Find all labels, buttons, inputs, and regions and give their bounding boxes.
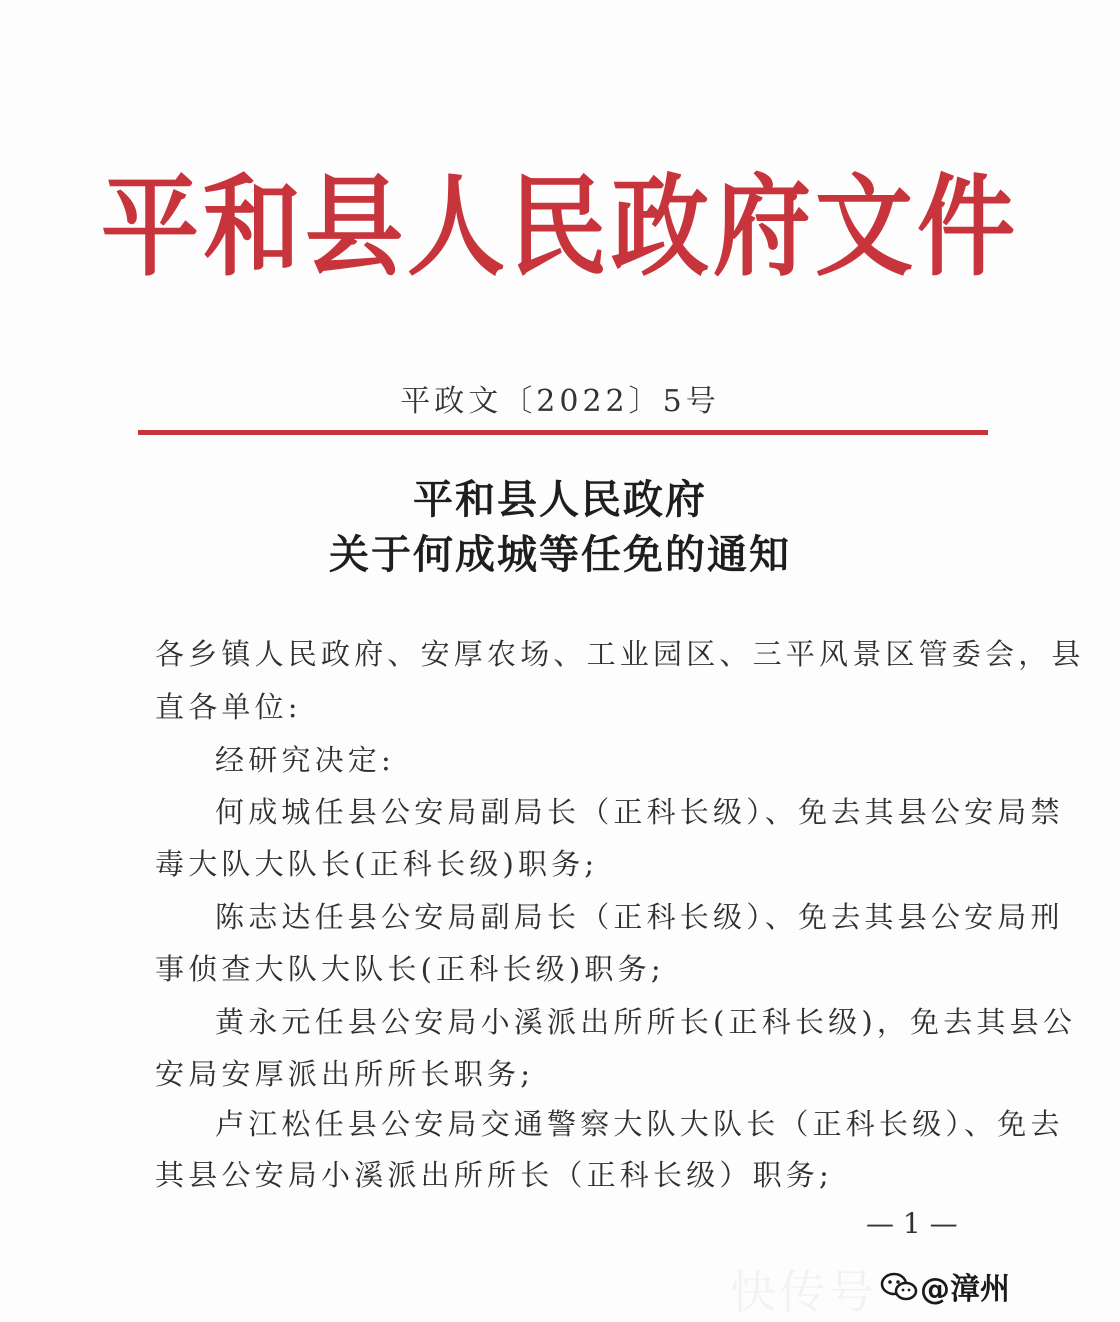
body-line: 经研究决定: bbox=[215, 743, 395, 777]
body-line: 陈志达任县公安局副局长（正科长级）、免去其县公安局刑 bbox=[215, 900, 1064, 934]
body-line: 何成城任县公安局副局长（正科长级）、免去其县公安局禁 bbox=[215, 795, 1064, 829]
title-line-1: 平和县人民政府 bbox=[413, 476, 707, 523]
body-line: 黄永元任县公安局小溪派出所所长(正科长级)，免去其县公 bbox=[215, 1005, 1077, 1039]
addressee-line-2: 直各单位: bbox=[155, 690, 302, 724]
body-line: 其县公安局小溪派出所所长（正科长级）职务; bbox=[155, 1158, 833, 1192]
page-number: — 1 — bbox=[866, 1207, 958, 1240]
watermark-account: @漳州 bbox=[920, 1272, 1010, 1307]
body-line: 事侦查大队大队长(正科长级)职务; bbox=[155, 952, 665, 986]
watermark-platform-text: 快传号 bbox=[730, 1265, 877, 1319]
wechat-icon bbox=[880, 1272, 918, 1302]
body-line: 安局安厚派出所所长职务; bbox=[155, 1057, 535, 1091]
title-line-2: 关于何成城等任免的通知 bbox=[329, 531, 791, 578]
red-divider bbox=[138, 430, 988, 435]
addressee-line-1: 各乡镇人民政府、安厚农场、工业园区、三平风景区管委会，县 bbox=[155, 637, 1085, 671]
document-masthead: 平和县人民政府文件 bbox=[100, 163, 1019, 292]
body-line: 毒大队大队长(正科长级)职务; bbox=[155, 847, 599, 881]
document-number: 平政文〔2022〕5号 bbox=[400, 384, 720, 419]
source-watermark bbox=[730, 1250, 1120, 1322]
body-line: 卢江松任县公安局交通警察大队大队长（正科长级）、免去 bbox=[215, 1107, 1064, 1141]
